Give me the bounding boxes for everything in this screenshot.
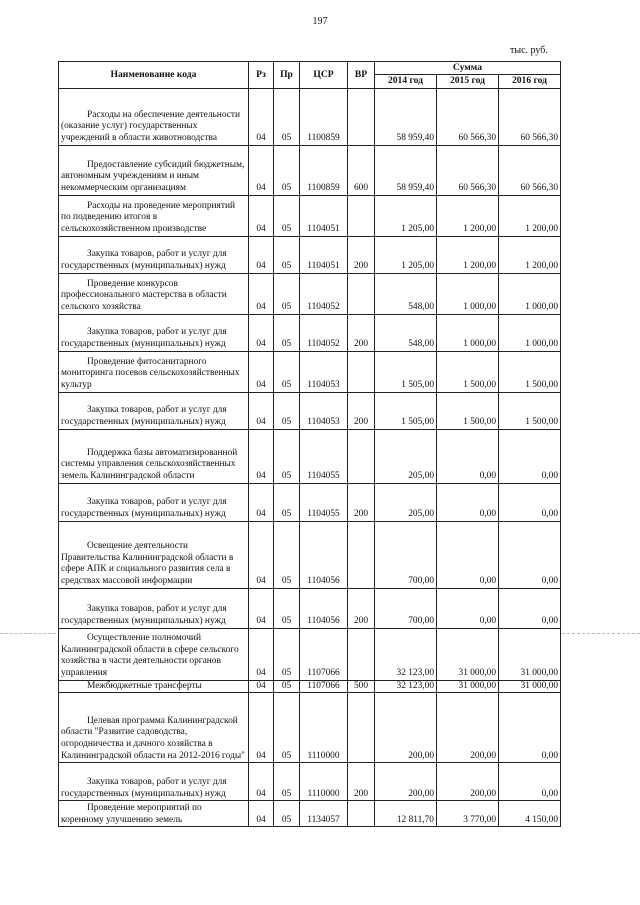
row-2015: 1 000,00 [437,314,499,351]
row-pr: 05 [274,145,300,195]
row-rz: 04 [249,763,274,801]
row-rz: 04 [249,392,274,429]
row-csr: 1104052 [300,273,348,314]
row-2015: 60 566,30 [437,88,499,145]
table-row [59,88,561,145]
row-2014: 200,00 [375,693,437,763]
row-pr: 05 [274,763,300,801]
row-2016: 0,00 [499,521,561,588]
header-2015: 2015 год [437,74,499,88]
row-name: Предоставление субсидий бюджетным, автономным учреждениям и иным некоммерческим организациям [59,145,249,195]
row-csr: 1100859 [300,88,348,145]
row-2015: 1 500,00 [437,351,499,392]
row-2016: 60 566,30 [499,88,561,145]
row-vr: 200 [348,314,375,351]
row-2014: 1 205,00 [375,236,437,273]
row-csr: 1134057 [300,801,348,827]
table-header [59,62,561,89]
row-rz: 04 [249,628,274,680]
row-2016: 1 500,00 [499,351,561,392]
row-2014: 32 123,00 [375,680,437,693]
row-rz: 04 [249,236,274,273]
table-row [59,521,561,588]
row-rz: 04 [249,483,274,521]
row-name: Проведение фитосанитарного мониторинга посевов сельскохозяйственных культур [59,351,249,392]
table-row [59,693,561,763]
row-rz: 04 [249,314,274,351]
table-row [59,588,561,628]
table-row [59,680,561,693]
row-rz: 04 [249,588,274,628]
row-2014: 548,00 [375,314,437,351]
row-2014: 1 505,00 [375,351,437,392]
row-vr: 500 [348,680,375,693]
row-vr [348,693,375,763]
row-2016: 1 000,00 [499,314,561,351]
row-2014: 205,00 [375,483,437,521]
row-2016: 60 566,30 [499,145,561,195]
table-row [59,351,561,392]
row-2016: 1 500,00 [499,392,561,429]
row-2015: 31 000,00 [437,628,499,680]
row-name: Расходы на проведение мероприятий по подведению итогов в сельскохозяйственном производстве [59,195,249,236]
row-csr: 1104055 [300,429,348,483]
row-csr: 1104055 [300,483,348,521]
row-name: Расходы на обеспечение деятельности (оказание услуг) государственных учреждений в области животноводства [59,88,249,145]
row-2014: 1 205,00 [375,195,437,236]
row-2016: 1 200,00 [499,236,561,273]
scan-artifact-line-left [0,633,56,634]
row-csr: 1107066 [300,680,348,693]
row-2016: 0,00 [499,763,561,801]
row-pr: 05 [274,588,300,628]
table-row [59,273,561,314]
row-2016: 0,00 [499,429,561,483]
row-2015: 60 566,30 [437,145,499,195]
row-2015: 200,00 [437,763,499,801]
row-vr [348,195,375,236]
row-2014: 58 959,40 [375,88,437,145]
row-vr [348,88,375,145]
row-name: Целевая программа Калининградской области "Развитие садоводства, огородничества и дачного хозяйства в Калининградской области на 2012-2016 годы" [59,693,249,763]
budget-table [58,61,561,827]
row-csr: 1100859 [300,145,348,195]
row-vr: 200 [348,588,375,628]
row-csr: 1104053 [300,351,348,392]
row-pr: 05 [274,628,300,680]
row-csr: 1110000 [300,763,348,801]
row-name: Проведение мероприятий по коренному улучшению земель [59,801,249,827]
row-2016: 1 200,00 [499,195,561,236]
row-2014: 32 123,00 [375,628,437,680]
table-row [59,314,561,351]
row-csr: 1104051 [300,236,348,273]
row-2015: 31 000,00 [437,680,499,693]
row-rz: 04 [249,521,274,588]
row-rz: 04 [249,145,274,195]
row-vr [348,801,375,827]
table-row [59,236,561,273]
row-name: Закупка товаров, работ и услуг для государственных (муниципальных) нужд [59,392,249,429]
row-2016: 4 150,00 [499,801,561,827]
row-2015: 200,00 [437,693,499,763]
table-row [59,801,561,827]
row-pr: 05 [274,680,300,693]
row-rz: 04 [249,693,274,763]
row-vr: 200 [348,763,375,801]
row-csr: 1104051 [300,195,348,236]
row-2016: 0,00 [499,588,561,628]
row-csr: 1104056 [300,588,348,628]
row-2015: 0,00 [437,429,499,483]
row-name: Закупка товаров, работ и услуг для государственных (муниципальных) нужд [59,763,249,801]
row-2014: 200,00 [375,763,437,801]
row-2014: 548,00 [375,273,437,314]
row-csr: 1110000 [300,693,348,763]
row-csr: 1104056 [300,521,348,588]
header-2016: 2016 год [499,74,561,88]
row-2015: 1 500,00 [437,392,499,429]
row-csr: 1107066 [300,628,348,680]
row-2016: 0,00 [499,693,561,763]
row-name: Закупка товаров, работ и услуг для государственных (муниципальных) нужд [59,483,249,521]
row-2015: 0,00 [437,483,499,521]
row-name: Освещение деятельности Правительства Калининградской области в сфере АПК и социального развития села в средствах массовой информации [59,521,249,588]
row-pr: 05 [274,195,300,236]
row-2016: 31 000,00 [499,628,561,680]
table-row [59,429,561,483]
row-2015: 3 770,00 [437,801,499,827]
row-2016: 0,00 [499,483,561,521]
row-pr: 05 [274,392,300,429]
row-pr: 05 [274,483,300,521]
row-rz: 04 [249,429,274,483]
row-vr [348,628,375,680]
row-vr [348,429,375,483]
row-rz: 04 [249,195,274,236]
row-2016: 31 000,00 [499,680,561,693]
header-sum: Сумма [375,62,561,75]
row-pr: 05 [274,88,300,145]
row-2014: 12 811,70 [375,801,437,827]
row-vr: 200 [348,236,375,273]
row-vr [348,273,375,314]
row-2014: 700,00 [375,588,437,628]
row-name: Закупка товаров, работ и услуг для государственных (муниципальных) нужд [59,314,249,351]
row-vr: 200 [348,483,375,521]
row-rz: 04 [249,680,274,693]
scan-artifact-line-right [562,633,640,634]
row-2015: 1 000,00 [437,273,499,314]
row-2014: 1 505,00 [375,392,437,429]
row-rz: 04 [249,801,274,827]
table-row [59,145,561,195]
row-2015: 1 200,00 [437,195,499,236]
table-row [59,195,561,236]
table-row [59,483,561,521]
row-csr: 1104052 [300,314,348,351]
row-name: Осуществление полномочий Калининградской области в сфере сельского хозяйства в части деятельности органов управления [59,628,249,680]
row-rz: 04 [249,351,274,392]
row-pr: 05 [274,693,300,763]
row-2015: 0,00 [437,588,499,628]
row-vr [348,351,375,392]
row-name: Поддержка базы автоматизированной системы управления сельскохозяйственных земель Калининградской области [59,429,249,483]
header-pr: Пр [274,62,300,89]
header-csr: ЦСР [300,62,348,89]
row-pr: 05 [274,801,300,827]
row-name: Закупка товаров, работ и услуг для государственных (муниципальных) нужд [59,236,249,273]
row-2014: 58 959,40 [375,145,437,195]
row-pr: 05 [274,429,300,483]
row-pr: 05 [274,314,300,351]
table-row [59,763,561,801]
row-2016: 1 000,00 [499,273,561,314]
row-vr: 600 [348,145,375,195]
row-rz: 04 [249,88,274,145]
row-csr: 1104053 [300,392,348,429]
header-2014: 2014 год [375,74,437,88]
table-row [59,628,561,680]
row-name: Проведение конкурсов профессионального мастерства в области сельского хозяйства [59,273,249,314]
header-name: Наименование кода [59,62,249,89]
row-2015: 1 200,00 [437,236,499,273]
row-vr: 200 [348,392,375,429]
row-name: Закупка товаров, работ и услуг для государственных (муниципальных) нужд [59,588,249,628]
row-pr: 05 [274,273,300,314]
row-2014: 700,00 [375,521,437,588]
row-name: Межбюджетные трансферты [59,680,249,693]
header-vr: ВР [348,62,375,89]
row-vr [348,521,375,588]
header-rz: Рз [249,62,274,89]
units-label: тыс. руб. [510,45,548,56]
table-row [59,392,561,429]
page-number: 197 [312,16,328,27]
row-pr: 05 [274,351,300,392]
row-rz: 04 [249,273,274,314]
row-pr: 05 [274,521,300,588]
row-2015: 0,00 [437,521,499,588]
table-body [59,88,561,827]
row-2014: 205,00 [375,429,437,483]
row-pr: 05 [274,236,300,273]
